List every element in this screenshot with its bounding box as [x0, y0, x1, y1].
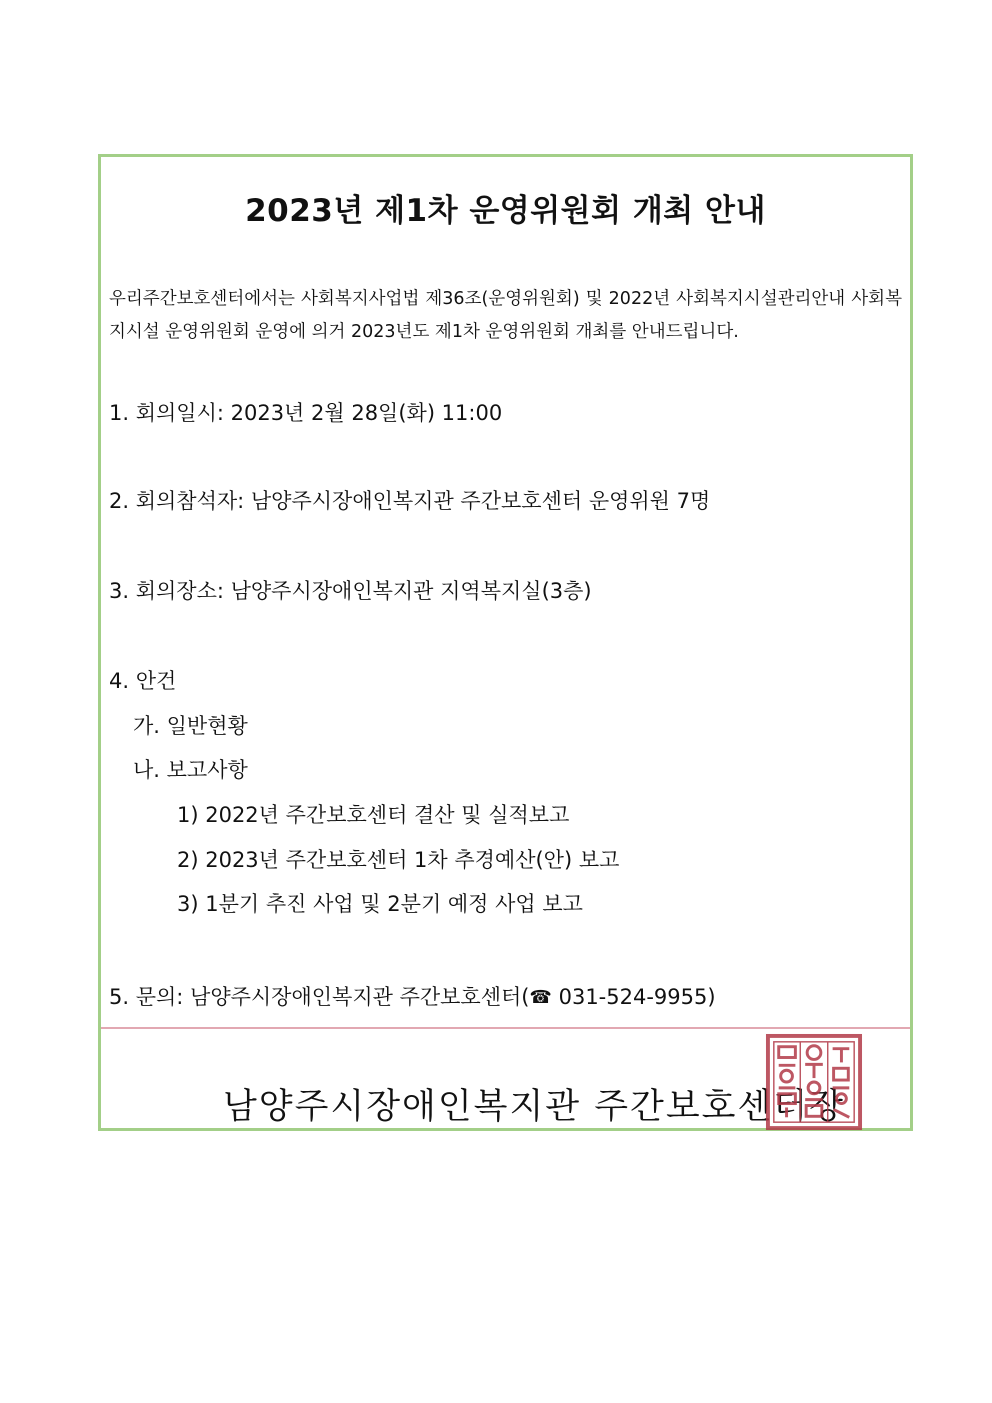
contact-phone-number: 031-524-9955) — [558, 985, 716, 1009]
agenda-general-status: 가. 일반현황 — [133, 714, 248, 738]
issuer-signature: 남양주시장애인복지관 주간보호센터장 — [223, 1087, 845, 1127]
notice-frame — [98, 154, 913, 1131]
official-seal-icon — [765, 1033, 863, 1131]
footer-divider — [101, 1027, 910, 1029]
agenda-reports: 나. 보고사항 — [133, 758, 248, 782]
telephone-icon: ☎ — [529, 987, 552, 1008]
intro-paragraph: 우리주간보호센터에서는 사회복지사업법 제36조(운영위원회) 및 2022년 사회복지시설관리안내 사회복지시설 운영위원회 운영에 의거 2023년도 제1차 운영위원회 개최를 안내드립니다. — [109, 289, 902, 342]
item-venue: 3. 회의장소: 남양주시장애인복지관 지역복지실(3층) — [109, 579, 592, 603]
document-title: 2023년 제1차 운영위원회 개최 안내 — [245, 193, 766, 229]
report-item-1: 1) 2022년 주간보호센터 결산 및 실적보고 — [177, 803, 570, 827]
item-contact — [109, 981, 716, 1011]
item-meeting-datetime: 1. 회의일시: 2023년 2월 28일(화) 11:00 — [109, 401, 503, 425]
contact-label: 5. 문의: 남양주시장애인복지관 주간보호센터( — [109, 985, 530, 1009]
report-item-2: 2) 2023년 주간보호센터 1차 추경예산(안) 보고 — [177, 848, 620, 872]
item-attendees: 2. 회의참석자: 남양주시장애인복지관 주간보호센터 운영위원 7명 — [109, 489, 711, 513]
item-agenda-heading: 4. 안건 — [109, 669, 177, 693]
report-item-3: 3) 1분기 추진 사업 및 2분기 예정 사업 보고 — [177, 892, 583, 916]
